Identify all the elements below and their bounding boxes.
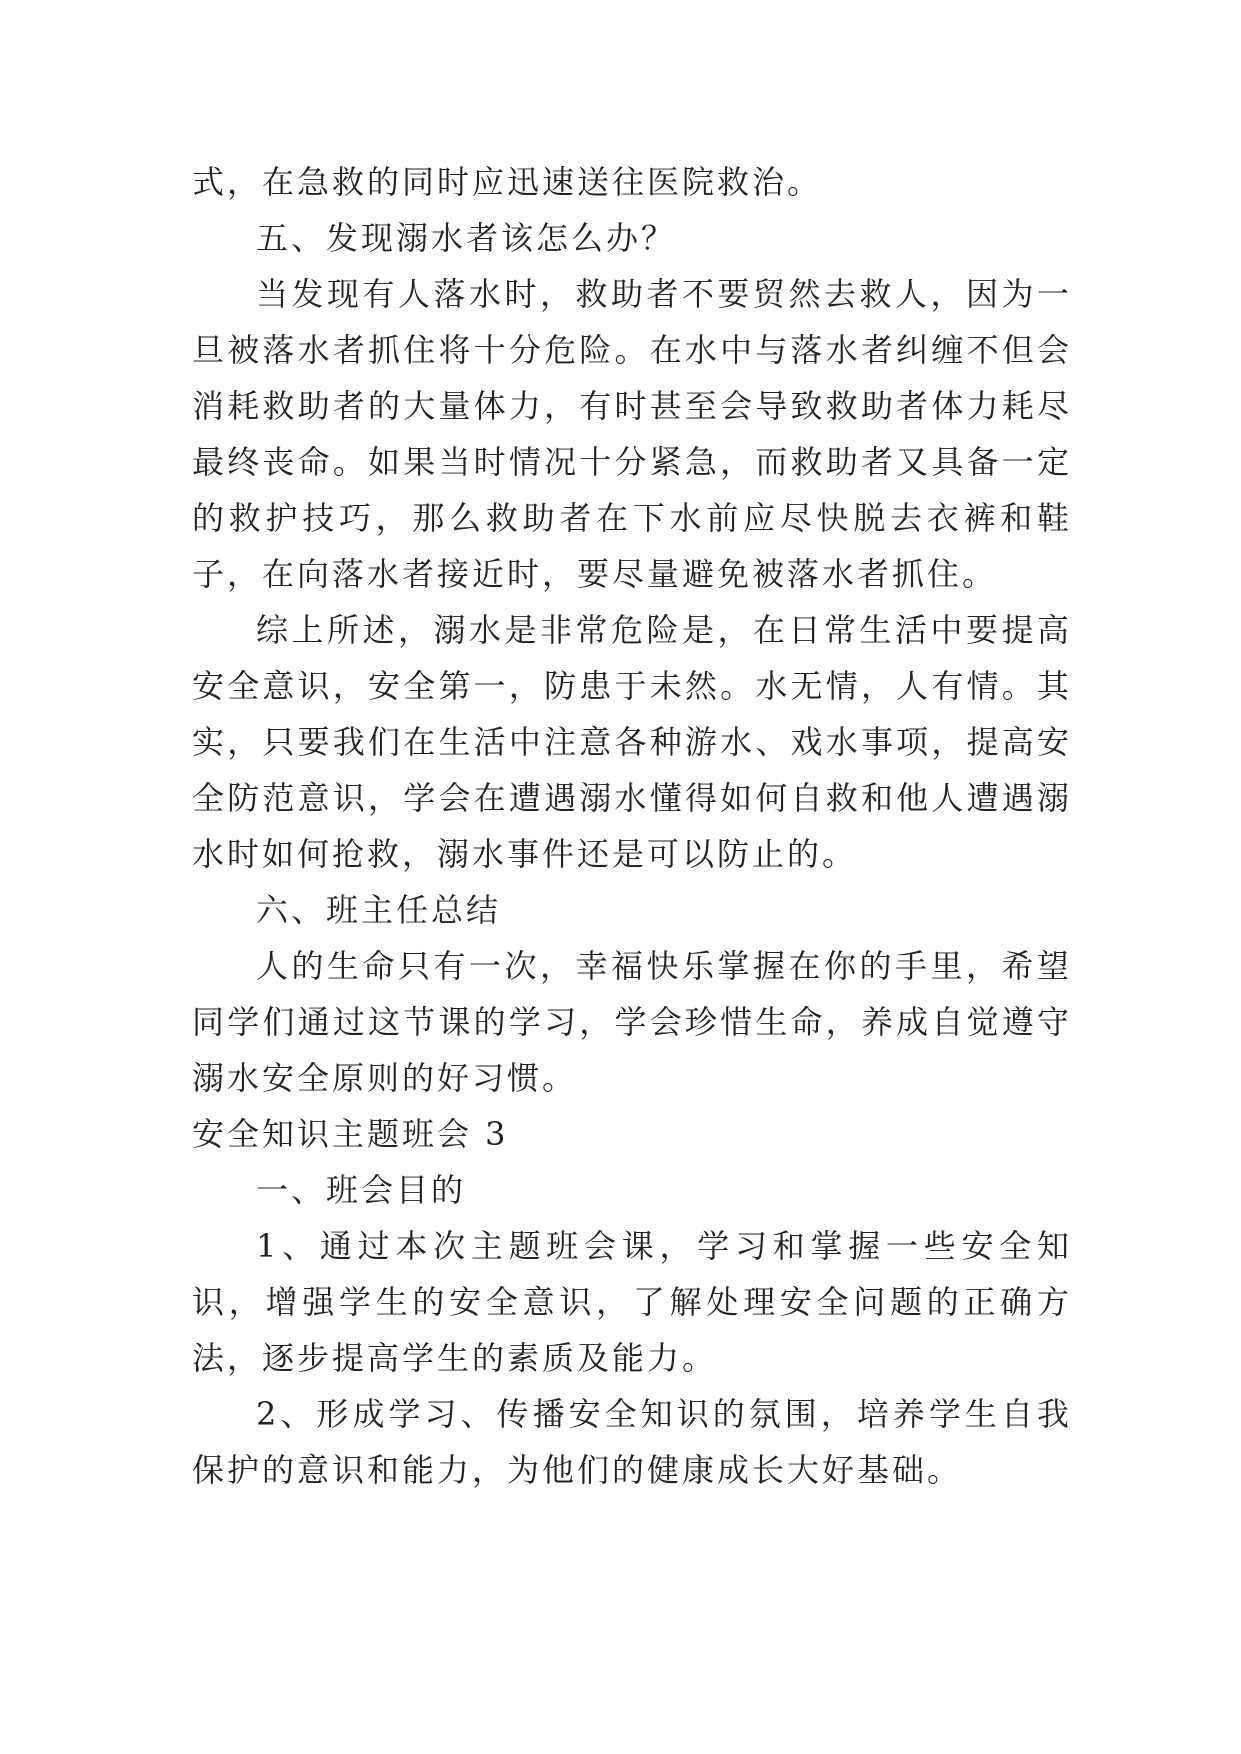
paragraph-continuation: 式，在急救的同时应迅速送往医院救治。 xyxy=(192,163,823,201)
section-heading-1: 一、班会目的 xyxy=(256,1171,467,1209)
section-heading-5: 五、发现溺水者该怎么办？ xyxy=(256,219,677,257)
paragraph-teacher-summary: 人的生命只有一次，幸福快乐掌握在你的手里，希望同学们通过这节课的学习，学会珍惜生命，养成自觉遵守溺水安全原则的好习惯。 xyxy=(192,947,1072,1097)
paragraph-rescue-advice: 当发现有人落水时，救助者不要贸然去救人，因为一旦被落水者抓住将十分危险。在水中与落水者纠缠不但会消耗救助者的大量体力，有时甚至会导致救助者体力耗尽最终丧命。如果当时情况十分紧急，而救助者又具备一定的救护技巧，那么救助者在下水前应尽快脱去衣裤和鞋子，在向落水者接近时，要尽量避免被落水者抓住。 xyxy=(192,275,1072,593)
document-body xyxy=(192,154,1072,1498)
objective-item-2: 2、形成学习、传播安全知识的氛围，培养学生自我保护的意识和能力，为他们的健康成长大好基础。 xyxy=(192,1395,1072,1489)
objective-item-1: 1、通过本次主题班会课，学习和掌握一些安全知识，增强学生的安全意识，了解处理安全问题的正确方法，逐步提高学生的素质及能力。 xyxy=(192,1227,1072,1377)
document-subtitle: 安全知识主题班会 3 xyxy=(192,1115,509,1153)
paragraph-summary: 综上所述，溺水是非常危险是，在日常生活中要提高安全意识，安全第一，防患于未然。水无情，人有情。其实，只要我们在生活中注意各种游水、戏水事项，提高安全防范意识，学会在遭遇溺水懂得如何自救和他人遭遇溺水时如何抢救，溺水事件还是可以防止的。 xyxy=(192,611,1072,873)
section-heading-6: 六、班主任总结 xyxy=(256,891,502,929)
